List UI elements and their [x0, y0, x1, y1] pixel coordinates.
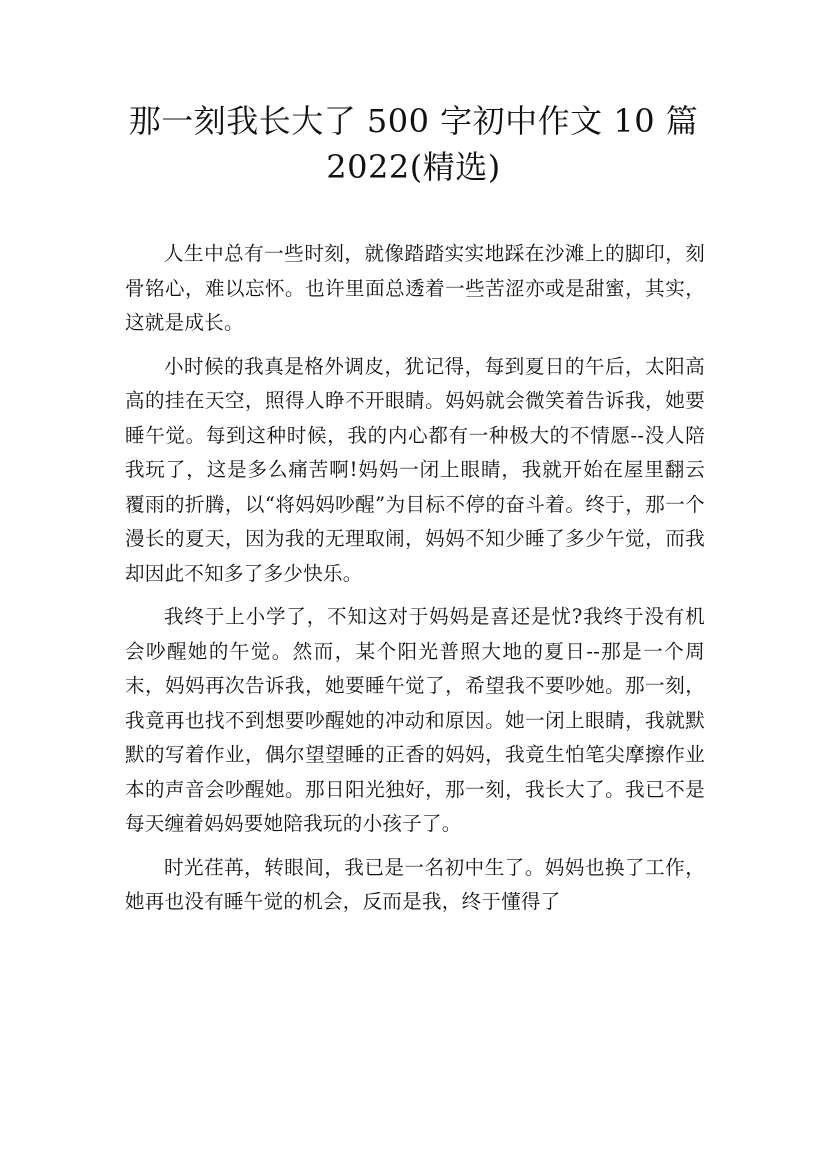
paragraph: 我终于上小学了，不知这对于妈妈是喜还是忧?我终于没有机会吵醒她的午觉。然而，某个阳光普照大地的夏日--那是一个周末，妈妈再次告诉我，她要睡午觉了，希望我不要吵她。那一刻，我竟再也找不到想要吵醒她的冲动和原因。她一闭上眼睛，我就默默的写着作业，偶尔望望睡的正香的妈妈，我竟生怕笔尖摩擦作业本的声音会吵醒她。那日阳光独好，那一刻，我长大了。我已不是每天缠着妈妈要她陪我玩的小孩子了。: [125, 605, 705, 835]
paragraph: 小时候的我真是格外调皮，犹记得，每到夏日的午后，太阳高高的挂在天空，照得人睁不开眼睛。妈妈就会微笑着告诉我，她要睡午觉。每到这种时候，我的内心都有一种极大的不情愿--没人陪我玩了，这是多么痛苦啊!妈妈一闭上眼睛，我就开始在屋里翻云覆雨的折腾，以“将妈妈吵醒”为目标不停的奋斗着。终于，那一个漫长的夏天，因为我的无理取闹，妈妈不知少睡了多少午觉，而我却因此不知多了多少快乐。: [125, 354, 705, 585]
paragraph: 人生中总有一些时刻，就像踏踏实实地踩在沙滩上的脚印，刻骨铭心，难以忘怀。也许里面总透着一些苦涩亦或是甜蜜，其实，这就是成长。: [125, 242, 705, 334]
paragraph: 时光荏苒，转眼间，我已是一名初中生了。妈妈也换了工作，她再也没有睡午觉的机会，反而是我，终于懂得了: [125, 855, 705, 913]
title-line-2: 2022(精选): [326, 148, 501, 186]
title-line-1: 那一刻我长大了 500 字初中作文 10 篇: [128, 102, 699, 140]
document-title: [100, 98, 727, 190]
document-body: [125, 237, 705, 929]
